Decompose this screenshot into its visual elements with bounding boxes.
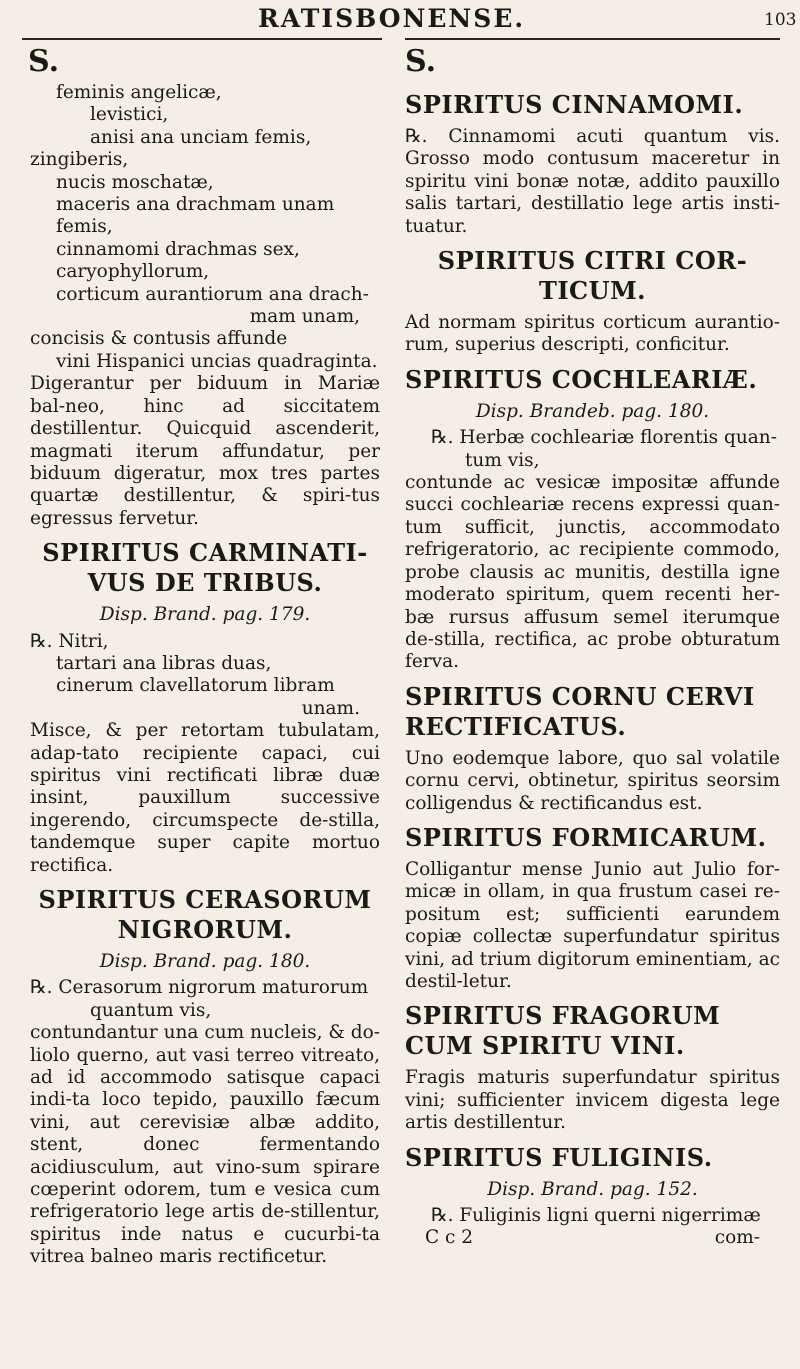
ingredient-line: corticum aurantiorum ana drach-: [56, 283, 369, 305]
page-number: 103: [764, 10, 797, 30]
instruction-paragraph: Fragis maturis superfundatur spiritus vini; sufficienter invicem digesta lege artis destillentur.: [405, 1067, 780, 1134]
ingredient-line: anisi ana unciam femis,: [90, 126, 312, 148]
section-heading: SPIRITUS CORNU CERVI RECTIFICATUS.: [405, 681, 755, 741]
right-column-letter: S.: [405, 44, 437, 79]
ingredient-line: tartari ana libras duas,: [56, 652, 272, 674]
ingredient-line: ℞. Herbæ cochleariæ florentis quan-: [431, 427, 777, 449]
header-rule-left: [22, 38, 382, 40]
ingredient-line: nucis moschatæ,: [56, 171, 214, 193]
ingredient-line: zingiberis,: [30, 149, 129, 171]
left-column-letter: S.: [28, 44, 60, 79]
ingredient-line: concisis & contusis affunde: [30, 328, 288, 350]
source-reference: Disp. Brand. pag. 179.: [99, 604, 311, 626]
catchword: com-: [714, 1227, 760, 1249]
ingredient-line: ℞. Fuliginis ligni querni nigerrimæ: [431, 1205, 761, 1226]
ingredient-line: ℞. Nitri,: [30, 630, 109, 652]
signature-mark: C c 2: [425, 1227, 474, 1249]
source-reference: Disp. Brand. pag. 152.: [487, 1178, 698, 1200]
section-heading: SPIRITUS CARMINATI-VUS DE TRIBUS.: [42, 538, 368, 598]
running-title: RATISBONENSE.: [258, 4, 526, 33]
section-heading: SPIRITUS CINNAMOMI.: [405, 90, 744, 119]
source-reference: Disp. Brandeb. pag. 180.: [475, 400, 710, 422]
page-footer: [405, 1227, 780, 1249]
instruction-paragraph: ℞. Cinnamomi acuti quantum vis. Grosso modo contusum maceretur in spiritu vini bonæ notæ, addito pauxillo salis tartari, destillatio lege artis insti-tuatur.: [405, 126, 780, 237]
ingredient-line: caryophyllorum,: [56, 261, 210, 283]
right-column: [405, 82, 780, 1250]
ingredient-line: quantum vis,: [90, 999, 212, 1021]
instruction-paragraph: Ad normam spiritus corticum aurantio-rum, superius descripti, conficitur.: [405, 312, 780, 356]
ingredient-line: cinerum clavellatorum libram: [56, 675, 335, 697]
section-heading: SPIRITUS FRAGORUM CUM SPIRITU VINI.: [405, 1001, 721, 1061]
section-heading: SPIRITUS COCHLEARIÆ.: [405, 364, 758, 394]
instruction-paragraph: contunde ac vesicæ impositæ affunde succi cochleariæ recens expressi quan-tum sufficit, junctis, accommodato refrigeratorio, ac recipiente commodo, probe clausis ac munitis, destilla igne moderato spiritum, quem recenti her-bæ rursus affusum semel iterumque de-stilla, rectifica, ac probe obturatum ferva.: [405, 472, 780, 673]
instruction-paragraph: Uno eodemque labore, quo sal volatile cornu cervi, obtinetur, spiritus seorsim colligendus & rectificandus est.: [405, 747, 780, 814]
ingredient-line: cinnamomi drachmas sex,: [56, 238, 300, 260]
ingredient-line: maceris ana drachmam unam femis,: [56, 194, 335, 238]
section-heading: SPIRITUS CERASORUM NIGRORUM.: [38, 885, 372, 944]
section-heading: SPIRITUS FULIGINIS.: [405, 1142, 713, 1172]
ingredient-line: feminis angelicæ,: [56, 82, 222, 103]
ingredient-line: tum vis,: [465, 449, 540, 471]
header-rule-right: [405, 38, 780, 40]
instruction-paragraph: Misce, & per retortam tubulatam, adap-tato recipiente capaci, cui spiritus vini rectificati libræ duæ insint, pauxillum successive ingerendo, circumspecte de-stilla, tandemque super capite mortuo rectifica.: [30, 720, 380, 876]
instruction-paragraph: contundantur una cum nucleis, & do-liolo querno, aut vasi terreo vitreato, ad id accommodo satisque capaci indi-ta loco tepido, pauxillo fæcum vini, aut cerevisiæ albæ addito, stent, donec fermentando acidiusculum, aut vino-sum spirare cœperint odorem, tum e vesica cum refrigeratorio lege artis de-stillentur, spiritus inde natus e cucurbi-ta vitrea balneo maris rectificetur.: [30, 1022, 380, 1268]
ingredient-line: ℞. Cerasorum nigrorum maturorum: [30, 977, 369, 999]
section-heading: SPIRITUS CITRI COR-TICUM.: [437, 246, 748, 306]
running-header: [0, 2, 800, 38]
left-column: [30, 82, 380, 1269]
ingredient-line: levistici,: [90, 104, 169, 126]
instruction-paragraph: Digerantur per biduum in Mariæ bal-neo, hinc ad siccitatem destillentur. Quicquid ascenderit, magmati iterum affundatur, per biduum digeratur, mox tres partes quartæ destillentur, & spiri-tus egressus fervetur.: [30, 373, 380, 529]
ingredient-line: unam.: [301, 697, 360, 719]
instruction-paragraph: Colligantur mense Junio aut Julio for-micæ in ollam, in qua frustum casei re-positum est; sufficienti earundem copiæ collectæ superfundatur spiritus vini, ad trium digitorum eminentiam, ac destil-letur.: [405, 858, 780, 992]
ingredient-line: vini Hispanici uncias quadraginta.: [56, 350, 378, 372]
section-heading: SPIRITUS FORMICARUM.: [405, 822, 767, 852]
ingredient-line: mam unam,: [249, 306, 360, 328]
source-reference: Disp. Brand. pag. 180.: [99, 951, 311, 972]
